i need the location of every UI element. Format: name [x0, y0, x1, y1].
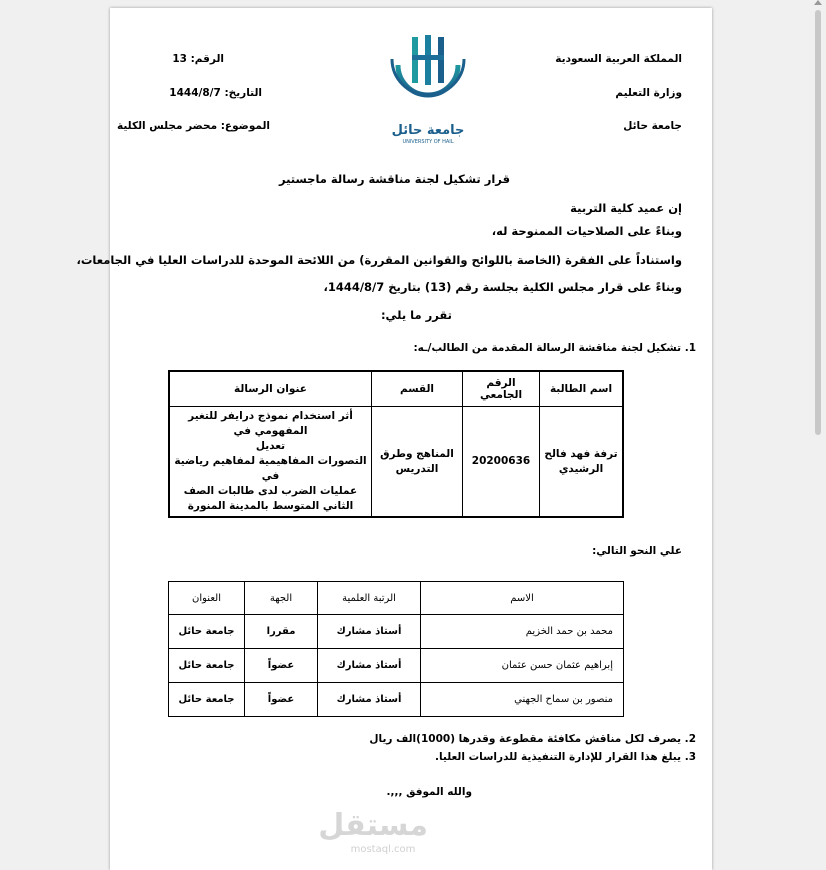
body-line-3: واستناداً على الفقرة (الخاصة باللوائح والقوانين المقررة) من اللائحة الموحدة للدراسات العليا في الجامعات،	[76, 253, 682, 267]
watermark-en: mostaql.com	[350, 844, 416, 855]
number-label: الرقم: 13	[172, 53, 224, 65]
item-2: 2. يصرف لكل مناقش مكافئة مقطوعة وقدرها (1000)الف ريال	[369, 733, 696, 745]
member-rank: أستاذ مشارك	[318, 649, 421, 683]
watermark-ar: مستقل	[318, 808, 428, 843]
body-line-2: وبناءً على الصلاحيات الممنوحة له،	[491, 224, 682, 238]
member-address: جامعة حائل	[169, 683, 245, 717]
logo-name-en: UNIVERSITY OF HAIL	[402, 139, 454, 145]
table-row	[169, 615, 624, 649]
item-1: 1. تشكيل لجنة مناقشة الرسالة المقدمة من الطالب/ـه:	[413, 342, 696, 354]
header-role: الجهة	[245, 582, 318, 615]
body-line-4: وبناءً على قرار مجلس الكلية بجلسة رقم (13) بتاريخ 1444/8/7،	[323, 280, 682, 294]
member-name: محمد بن حمد الخزيم	[421, 615, 624, 649]
vertical-scrollbar[interactable]	[812, 0, 824, 870]
member-address: جامعة حائل	[169, 649, 245, 683]
committee-table-header	[169, 582, 624, 615]
member-role: عضواً	[245, 649, 318, 683]
date-label: التاريخ: 1444/8/7	[169, 87, 262, 99]
university-logo	[390, 35, 466, 143]
header-address: العنوان	[169, 582, 245, 615]
document-title: قرار تشكيل لجنة مناقشة رسالة ماجستير	[278, 172, 510, 186]
kingdom-label: المملكة العربية السعودية	[555, 53, 682, 65]
header-thesis-title: عنوان الرسالة	[169, 371, 372, 407]
member-rank: أستاذ مشارك	[318, 615, 421, 649]
item-3: 3. يبلغ هذا القرار للإدارة التنفيذية للدراسات العليا.	[434, 751, 696, 763]
student-name-cell: ترفة فهد فالح الرشيدي	[540, 407, 624, 518]
document-page	[76, 8, 712, 870]
student-id-cell: 20200636	[463, 407, 540, 518]
table-row	[169, 407, 623, 518]
committee-table	[168, 581, 624, 717]
header-department: القسم	[372, 371, 463, 407]
student-table	[168, 370, 624, 518]
table-row	[169, 683, 624, 717]
member-address: جامعة حائل	[169, 615, 245, 649]
header-student-id: الرقم الجامعي	[463, 371, 540, 407]
body-line-1: إن عميد كلية التربية	[570, 201, 682, 215]
header-rank: الرتبة العلمية	[318, 582, 421, 615]
header-student-name: اسم الطالبة	[540, 371, 624, 407]
member-name: منصور بن سماح الجهني	[421, 683, 624, 717]
member-rank: أستاذ مشارك	[318, 683, 421, 717]
mostaql-watermark	[318, 808, 428, 860]
svg-text:2005: 2005	[421, 93, 435, 99]
student-table-header	[169, 371, 623, 407]
as-follows-label: علي النحو التالي:	[592, 545, 682, 557]
decided-label: تقرر ما يلي:	[380, 308, 452, 322]
header-name: الاسم	[421, 582, 624, 615]
university-label: جامعة حائل	[623, 120, 682, 132]
scrollbar-thumb[interactable]	[815, 10, 821, 435]
logo-name-ar: جامعة حائل	[391, 123, 465, 138]
member-name: إبراهيم عثمان حسن عثمان	[421, 649, 624, 683]
member-role: مقررا	[245, 615, 318, 649]
table-row	[169, 649, 624, 683]
scroll-up-icon[interactable]	[814, 0, 822, 5]
department-cell: المناهج وطرق التدريس	[372, 407, 463, 518]
member-role: عضواً	[245, 683, 318, 717]
closing-text: والله الموفق ,,,.	[386, 786, 472, 798]
thesis-title-cell: أثر استخدام نموذج درايفر للتغير المفهومي في تعديل التصورات المفاهيمية لمفاهيم رياضية في عمليات الضرب لدى طالبات الصف الثاني المتوسط بالمدينة المنورة	[169, 407, 372, 518]
subject-label: الموضوع: محضر مجلس الكلية	[117, 120, 270, 132]
ministry-label: وزارة التعليم	[615, 87, 682, 99]
